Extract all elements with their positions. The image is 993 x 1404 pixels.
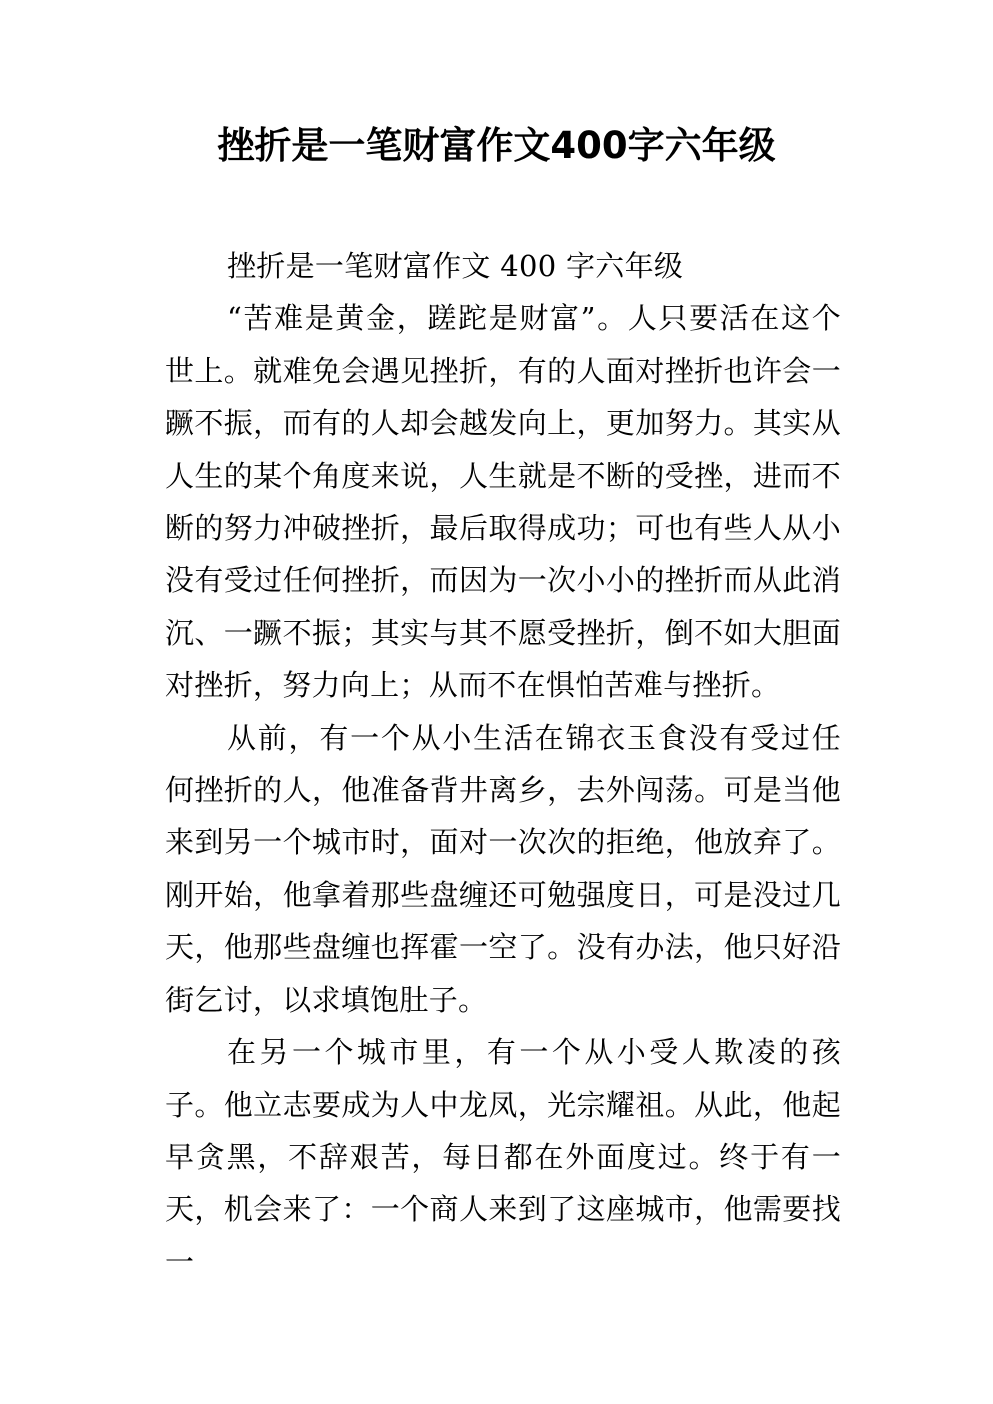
subtitle-paragraph: 挫折是一笔财富作文 400 字六年级 bbox=[227, 249, 684, 283]
document-title: 挫折是一笔财富作文400字六年级 bbox=[217, 124, 776, 167]
paragraph-1: “苦难是黄金，蹉跎是财富”。人只要活在这个世上。就难免会遇见挫折，有的人面对挫折也许会一蹶不振，而有的人却会越发向上，更加努力。其实从人生的某个角度来说，人生就是不断的受挫，进而不断的努力冲破挫折，最后取得成功；可也有些人从小没有受过任何挫折，而因为一次小小的挫折而从此消沉、一蹶不振；其实与其不愿受挫折，倒不如大胆面对挫折，努力向上；从而不在惧怕苦难与挫折。 bbox=[165, 301, 841, 703]
document-body bbox=[165, 240, 841, 1288]
paragraph-2: 从前，有一个从小生活在锦衣玉食没有受过任何挫折的人，他准备背井离乡，去外闯荡。可是当他来到另一个城市时，面对一次次的拒绝，他放弃了。刚开始，他拿着那些盘缠还可勉强度日，可是没过几天，他那些盘缠也挥霍一空了。没有办法，他只好沿街乞讨，以求填饱肚子。 bbox=[165, 720, 841, 1017]
paragraph-3: 在另一个城市里，有一个从小受人欺凌的孩子。他立志要成为人中龙凤，光宗耀祖。从此，他起早贪黑，不辞艰苦，每日都在外面度过。终于有一天，机会来了：一个商人来到了这座城市，他需要找一 bbox=[165, 1035, 841, 1279]
